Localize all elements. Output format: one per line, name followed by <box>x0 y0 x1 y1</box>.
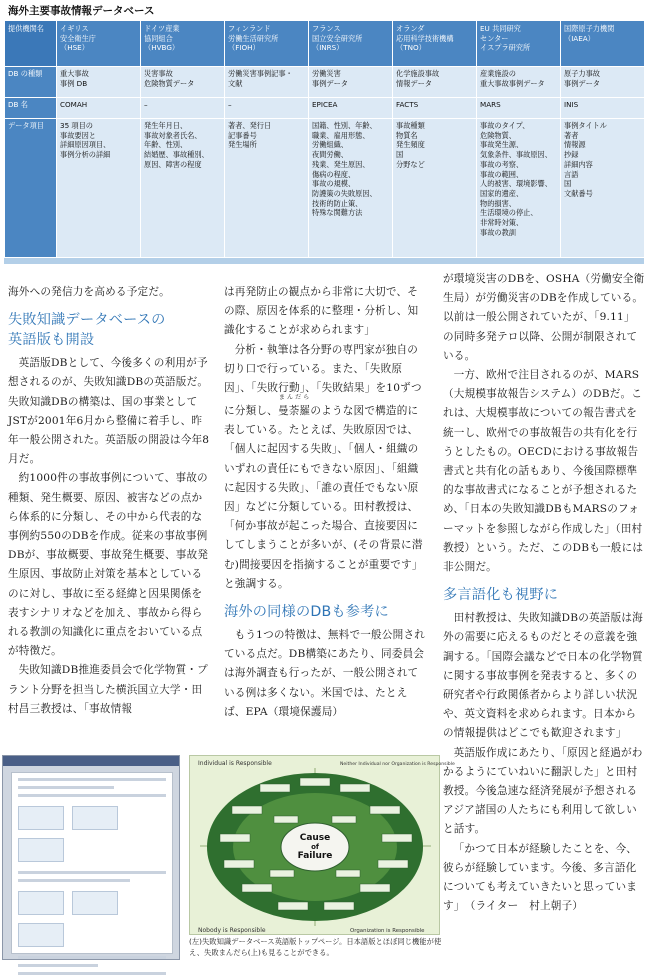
content-block <box>72 806 118 830</box>
paragraph: 英語版作成にあたり、「原因と経過がわかるようにていねいに翻訳した」と田村教授。今後急速な経済発展が予想されるアジア諸国の人たちにも利用して欲しいと話す。 <box>443 746 643 836</box>
accident-database-table <box>4 20 645 258</box>
paragraph: 分析・執筆は各分野の専門家が独自の切り口で行っている。また、「失敗原因」、「失敗行動」、「失敗結果」を10ずつに分類し、曼荼羅まんだらのような図で構造的に表している。たとえば、失敗原因では、「個人に起因する失敗」、「個人・組織のいずれの責任にもできない原因」、「組織に起因する失敗」、「誰の責任でもない原因」などに分類している。田村教授は、「何か事故が起こった場合、直接要因にしてしまうことが多いが、(その背景に潜む)間接要因を指摘することが重要です」と強調する。 <box>224 343 423 590</box>
provider-header: ドイツ産業 協同組合 （HVBG） <box>141 21 225 67</box>
center-label: of <box>311 843 319 851</box>
quadrant-label: Individual is Responsible <box>198 760 272 767</box>
cause-node <box>260 784 290 792</box>
text-line <box>18 964 98 967</box>
cause-node <box>270 870 294 877</box>
content-block <box>18 806 64 830</box>
table-cell: 事例タイトル 著者 情報源 抄録 詳細内容 言語 国 文献番号 <box>561 119 645 258</box>
table-cell: 35 項目の 事故要因と 詳細原因項目、 事例分析の詳細 <box>57 119 141 258</box>
paragraph: 海外への発信力を高める予定だ。 <box>8 286 170 298</box>
table-cell: 事故種類 物質名 発生頻度 国 分野など <box>393 119 477 258</box>
table-cell: 産業施設の 重大事故事例データ <box>477 67 561 98</box>
table-cell: INIS <box>561 98 645 119</box>
webpage-panel <box>11 772 173 954</box>
cause-node <box>378 860 408 868</box>
text-line <box>18 871 166 874</box>
text-line <box>18 778 166 781</box>
paragraph: 英語版DBとして、今後多くの利用が予想されるのが、失敗知識DBの英語版だ。失敗知識DBの構築は、国の事業としてJSTが2001年6月から整備に着手し、昨年一般公開された。英語版の開設は今年8月だ。 <box>8 357 210 466</box>
figure-caption: (左)失敗知識データベース英語版トップページ。日本語版とほぼ同じ機能が使え、失敗まんだら(上)も見ることができる。 <box>189 937 442 957</box>
provider-header: 国際原子力機関 （IAEA） <box>561 21 645 67</box>
cause-node <box>332 816 356 823</box>
cause-node <box>224 860 254 868</box>
cause-node <box>242 884 272 892</box>
text-line <box>18 879 130 882</box>
center-label: Cause <box>299 833 331 843</box>
article-column-3 <box>443 270 645 917</box>
paragraph: 田村教授は、失敗知識DBの英語版は海外の需要に応えるものだとその意義を強調する。「国際会議などで日本の化学物質に関する事故事例を発表すると、多くの研究者や行政関係者からより詳しい状況や、英文資料を求められます。日本からの情報提供はどこでも歓迎されます」 <box>443 612 643 740</box>
provider-header: イギリス 安全衛生庁 （HSE） <box>57 21 141 67</box>
table-cell: 労働災害 事例データ <box>309 67 393 98</box>
table-cell: 発生年月日、 事故対象者氏名、 年齢、性別、 結婚歴、事故種別、 原因、障害の程度 <box>141 119 225 258</box>
cause-node <box>360 884 390 892</box>
table-cell: 事故のタイプ、 危険物質、 事故発生源、 気象条件、事故原因、 事故の考察、 事故の範囲、 人的被害、環境影響、 国家的遺産、 物的損害、 生活環境の停止、 非常時対策、 事故の教訓 <box>477 119 561 258</box>
cause-node <box>340 784 370 792</box>
quadrant-label: Neither Individual nor Organization is Responsible <box>340 762 455 767</box>
quadrant-label: Nobody is Responsible <box>198 927 266 934</box>
section-heading: 海外の同様のDBも参考に <box>224 604 389 621</box>
provider-header: EU 共同研究 センター イスプラ研究所 <box>477 21 561 67</box>
row-header-db-type: DB の種類 <box>5 67 57 98</box>
table-cell: 災害事故 危険物質データ <box>141 67 225 98</box>
provider-header: フランス 国立安全研究所 （INRS） <box>309 21 393 67</box>
cause-node <box>274 816 298 823</box>
table-bottom-rule <box>4 258 644 264</box>
content-block <box>18 891 64 915</box>
table-cell: 労働災害事例記事・ 文献 <box>225 67 309 98</box>
table-cell: FACTS <box>393 98 477 119</box>
cause-node <box>382 834 412 842</box>
paragraph: 一方、欧州で注目されるのが、MARS（大規模事故報告システム）のDBだ。これは、大規模事故についての報告書式を統一し、欧州での事故報告の共有化を行うとしたもの。OECDにおける事故報告書式と共有化の話もあり、今後国際標準的な事故書式になることが予想されるため、「日本の失敗知識DBもMARSのフォーマットを参照しながら作成した」（田村教授）という。ただ、このDBも一般には非公開だ。 <box>443 369 644 574</box>
text-line <box>18 786 114 789</box>
article-column-1 <box>8 283 210 719</box>
browser-title-bar <box>3 756 179 766</box>
failure-mandala-figure <box>189 755 455 935</box>
paragraph: もう1つの特徴は、無料で一般公開されている点だ。DB構築にあたり、同委員会は海外調査も行ったが、一般公開されている例は多くない。米国では、たとえば、EPA（環境保護局） <box>224 629 426 718</box>
table-cell: 化学施設事故 情報データ <box>393 67 477 98</box>
table-cell: 原子力事故 事例データ <box>561 67 645 98</box>
mandala-diagram <box>190 756 455 936</box>
table-cell: EPICEA <box>309 98 393 119</box>
cause-node <box>300 778 330 786</box>
table-cell: 重大事故 事例 DB <box>57 67 141 98</box>
table-cell: – <box>141 98 225 119</box>
provider-header: フィンランド 労働生活研究所 （FIOH） <box>225 21 309 67</box>
row-header-data-items: データ項目 <box>5 119 57 258</box>
section-heading: 失敗知識データベースの 英語版も開設 <box>8 312 166 349</box>
table-cell: MARS <box>477 98 561 119</box>
provider-header: オランダ 応用科学技術機構 （TNO） <box>393 21 477 67</box>
content-block <box>18 838 64 862</box>
cause-node <box>232 806 262 814</box>
text-line <box>18 956 166 959</box>
english-db-screenshot <box>2 755 180 960</box>
cause-node <box>278 902 308 910</box>
cause-node <box>336 870 360 877</box>
content-block <box>72 891 118 915</box>
article-column-2 <box>224 283 428 722</box>
paragraph: は再発防止の観点から非常に大切で、その際、原因を体系的に整理・分析し、知識化することが求められます」 <box>224 286 419 337</box>
table-title: 海外主要事故情報データベース <box>8 5 155 17</box>
table-cell: – <box>225 98 309 119</box>
section-heading: 多言語化も視野に <box>443 587 559 604</box>
table-corner-header: 提供機関名 <box>5 21 57 67</box>
paragraph: 「かつて日本が経験したことを、今、彼らが経験しています。今後、多言語化についても考えていきたいと思っています」 （ライター 村上朝子） <box>443 842 638 913</box>
cause-node <box>370 806 400 814</box>
text-line <box>18 794 166 797</box>
paragraph: が環境災害のDBを、OSHA（労働安全衛生局）が労働災害のDBを作成している。以前は一般公開されていたが、「9.11」の同時多発テロ以降、公開が制限されている。 <box>443 273 645 362</box>
center-label: Failure <box>297 851 333 861</box>
table-cell: 著者、発行日 記事番号 発生場所 <box>225 119 309 258</box>
content-block <box>18 923 64 947</box>
paragraph: 失敗知識DB推進委員会で化学物質・プラント分野を担当した横浜国立大学・田村昌三教授は、「事故情報 <box>8 664 208 715</box>
table-cell: COMAH <box>57 98 141 119</box>
table-cell: 国籍、性別、年齢、 職業、雇用形態、 労働組織、 夜間労働、 残業、発生原因、 傷病の程度、 事故の規模、 防護策の失敗原因、 技術的防止策、 特殊な関難方法 <box>309 119 393 258</box>
paragraph: 約1000件の事故事例について、事故の種類、発生概要、原因、被害などの点から体系的に分類し、その中から代表的な事例約550のDBを作成。従来の事故事例DBが、事故概要、事故発生概要、事故発生原因、事故防止対策を基本としているのに対し、事故に至る経緯と因果関係を表すシナリオなどを加え、事故から得られる教訓の知識化に重点をおいている点が特徴だ。 <box>8 472 209 658</box>
quadrant-label: Organization is Responsible <box>350 928 425 934</box>
cause-node <box>220 834 250 842</box>
cause-node <box>324 902 354 910</box>
row-header-db-name: DB 名 <box>5 98 57 119</box>
